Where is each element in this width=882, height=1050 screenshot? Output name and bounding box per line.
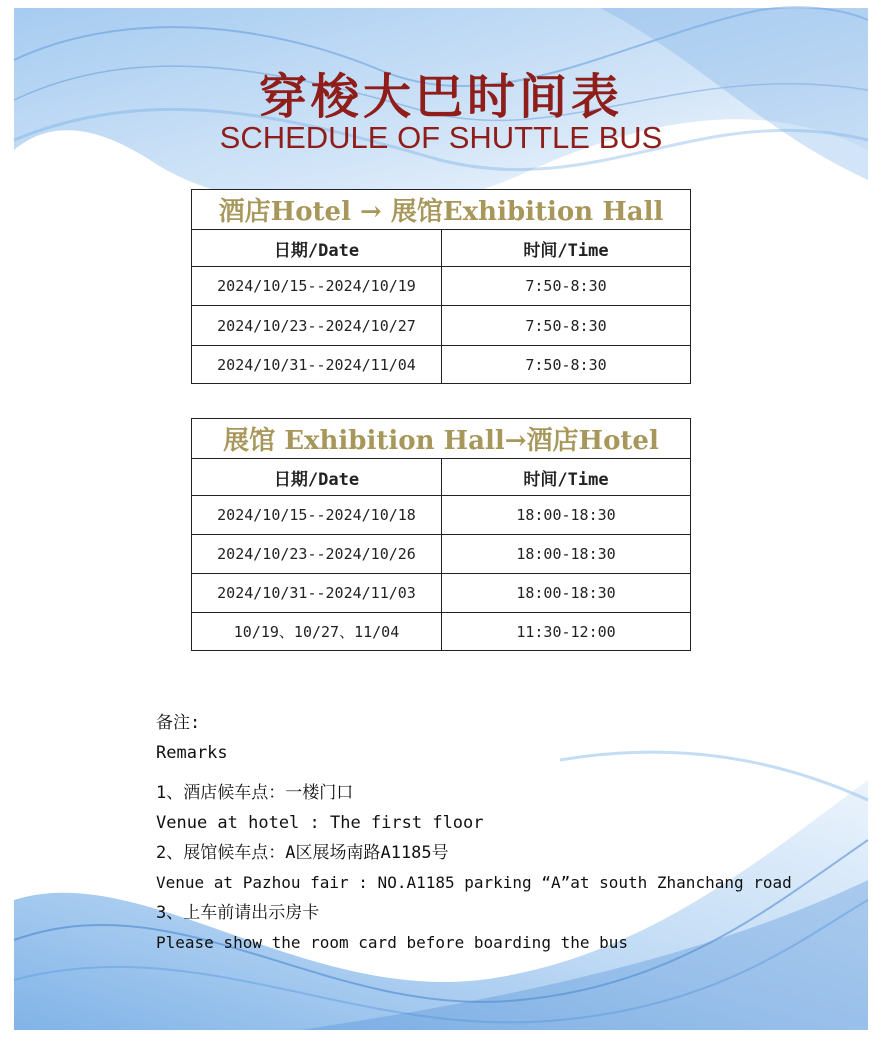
remark-zh: 3、上车前请出示房卡 — [156, 903, 320, 923]
table-caption: 酒店Hotel → 展馆Exhibition Hall — [192, 190, 691, 230]
date-header: 日期/Date — [192, 230, 442, 267]
date-cell: 2024/10/23--2024/10/26 — [192, 535, 442, 574]
remark-en: Please show the room card before boarding the bus — [156, 933, 629, 952]
remarks-section — [156, 708, 792, 958]
time-cell: 7:50-8:30 — [442, 346, 691, 384]
remarks-label-en: Remarks — [156, 743, 228, 763]
date-cell: 2024/10/31--2024/11/04 — [192, 346, 442, 384]
time-cell: 7:50-8:30 — [442, 306, 691, 346]
time-cell: 18:00-18:30 — [442, 574, 691, 613]
date-cell: 2024/10/31--2024/11/03 — [192, 574, 442, 613]
time-cell: 11:30-12:00 — [442, 613, 691, 651]
table-row — [192, 346, 691, 384]
title-chinese: 穿梭大巴时间表 — [258, 69, 623, 125]
time-cell: 18:00-18:30 — [442, 535, 691, 574]
table-row — [192, 574, 691, 613]
table-row — [192, 496, 691, 535]
remark-zh: 2、展馆候车点：A区展场南路A1185号 — [156, 843, 449, 863]
date-header: 日期/Date — [192, 459, 442, 496]
remark-en: Venue at Pazhou fair : NO.A1185 parking “A”at south Zhanchang road — [156, 873, 792, 892]
time-header: 时间/Time — [442, 230, 691, 267]
title-english: SCHEDULE OF SHUTTLE BUS — [219, 120, 663, 155]
table-row — [192, 613, 691, 651]
table-row — [192, 535, 691, 574]
remarks-label-zh: 备注: — [156, 713, 201, 733]
time-cell: 18:00-18:30 — [442, 496, 691, 535]
date-cell: 2024/10/23--2024/10/27 — [192, 306, 442, 346]
date-cell: 2024/10/15--2024/10/19 — [192, 267, 442, 306]
table-row — [192, 267, 691, 306]
remark-zh: 1、酒店候车点：一楼门口 — [156, 783, 354, 803]
table-row — [192, 306, 691, 346]
remark-en: Venue at hotel : The first floor — [156, 813, 484, 833]
time-header: 时间/Time — [442, 459, 691, 496]
date-cell: 2024/10/15--2024/10/18 — [192, 496, 442, 535]
hall-to-hotel-table — [191, 418, 691, 651]
hotel-to-hall-table — [191, 189, 691, 384]
table-caption: 展馆 Exhibition Hall→酒店Hotel — [192, 419, 691, 459]
date-cell: 10/19、10/27、11/04 — [192, 613, 442, 651]
time-cell: 7:50-8:30 — [442, 267, 691, 306]
